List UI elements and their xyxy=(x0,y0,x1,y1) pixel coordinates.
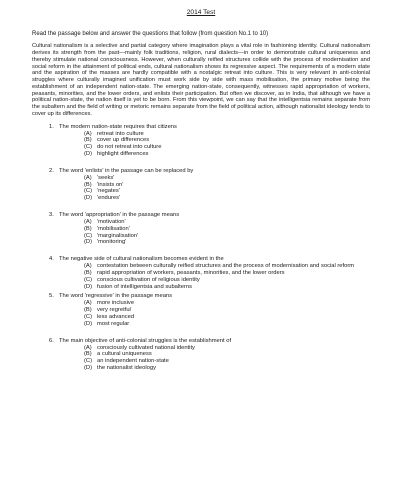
answer-option xyxy=(84,137,370,144)
option-letter: (A) xyxy=(84,300,92,307)
question-header xyxy=(32,293,370,300)
answer-option xyxy=(84,239,370,246)
answer-option xyxy=(84,358,370,365)
question-item xyxy=(32,212,370,246)
option-letter: (B) xyxy=(84,137,92,144)
question-number: 4. xyxy=(49,256,54,263)
option-letter: (D) xyxy=(84,320,93,327)
answer-option xyxy=(84,284,370,291)
question-stem: The main objective of anti-colonial struggles is the establishment of xyxy=(59,337,232,344)
question-header xyxy=(32,212,370,219)
option-text: conscious cultivation of religious identity xyxy=(97,276,200,283)
option-text: an independent nation-state xyxy=(97,358,169,365)
answer-option xyxy=(84,219,370,226)
option-text: 'marginalisation' xyxy=(97,232,139,239)
answer-option xyxy=(84,151,370,158)
option-text: contestation between culturally reified structures and the process of modernisation and social reform xyxy=(97,263,355,270)
answer-option xyxy=(84,270,370,277)
answer-option xyxy=(84,182,370,189)
answer-option xyxy=(84,321,370,328)
instruction-text: Read the passage below and answer the questions that follow (from question No.1 to 10) xyxy=(32,31,269,37)
question-stem: The word 'regressive' in the passage means xyxy=(59,293,173,300)
option-list xyxy=(32,131,370,158)
answer-option xyxy=(84,175,370,182)
question-header xyxy=(32,168,370,175)
option-letter: (C) xyxy=(84,188,93,195)
answer-option xyxy=(84,263,370,270)
question-number: 5. xyxy=(49,293,54,300)
option-text: rapid appropriation of workers, peasants, minorities, and the lower orders xyxy=(97,270,285,277)
option-letter: (B) xyxy=(84,270,92,277)
option-text: 'motivation' xyxy=(97,219,126,226)
option-letter: (A) xyxy=(84,263,92,270)
option-letter: (A) xyxy=(84,219,92,226)
option-list xyxy=(32,219,370,246)
option-letter: (B) xyxy=(84,351,92,358)
answer-option xyxy=(84,351,370,358)
question-number: 3. xyxy=(49,212,54,219)
question-list xyxy=(32,124,370,372)
question-header xyxy=(32,124,370,131)
option-text: 'negates' xyxy=(97,188,120,195)
question-item xyxy=(32,338,370,372)
option-letter: (A) xyxy=(84,344,92,351)
option-list xyxy=(32,263,370,290)
option-letter: (C) xyxy=(84,232,93,239)
option-text: most regular xyxy=(97,320,130,327)
option-text: do not retreat into culture xyxy=(97,144,162,151)
question-stem: The modern nation-state requires that citizens xyxy=(59,123,177,130)
question-stem: The word 'appropriation' in the passage means xyxy=(59,212,180,219)
question-number: 6. xyxy=(49,337,54,344)
option-letter: (D) xyxy=(84,283,93,290)
answer-option xyxy=(84,195,370,202)
option-text: cover up differences xyxy=(97,137,150,144)
question-item xyxy=(32,168,370,202)
question-number: 1. xyxy=(49,123,54,130)
option-text: more inclusive xyxy=(97,300,135,307)
question-header xyxy=(32,256,370,263)
option-letter: (C) xyxy=(84,144,93,151)
option-text: fusion of intelligentsia and subalterns xyxy=(97,283,193,290)
option-text: very regretful xyxy=(97,307,131,314)
answer-option xyxy=(84,365,370,372)
question-number: 2. xyxy=(49,167,54,174)
option-text: 'insists on' xyxy=(97,181,124,188)
option-list xyxy=(32,345,370,372)
question-item xyxy=(32,124,370,158)
option-letter: (C) xyxy=(84,276,93,283)
answer-option xyxy=(84,345,370,352)
option-list xyxy=(32,175,370,202)
page-title: 2014 Test xyxy=(186,9,216,16)
option-text: 'endures' xyxy=(97,195,121,202)
option-text: retreat into culture xyxy=(97,130,144,137)
option-letter: (A) xyxy=(84,174,92,181)
answer-option xyxy=(84,131,370,138)
answer-option xyxy=(84,277,370,284)
answer-option xyxy=(84,188,370,195)
question-stem: The negative side of cultural nationalism becomes evident in the xyxy=(59,256,224,263)
option-text: highlight differences xyxy=(97,151,149,158)
question-item xyxy=(32,256,370,290)
question-item xyxy=(32,293,370,327)
option-text: the nationalist ideology xyxy=(97,364,156,371)
option-letter: (C) xyxy=(84,358,93,365)
option-letter: (B) xyxy=(84,181,92,188)
option-text: less advanced xyxy=(97,314,135,320)
question-stem: The word 'enlists' in the passage can be replaced by xyxy=(59,167,194,174)
answer-option xyxy=(84,300,370,307)
answer-option xyxy=(84,144,370,151)
option-list xyxy=(32,300,370,327)
option-letter: (D) xyxy=(84,195,93,202)
option-letter: (C) xyxy=(84,314,93,320)
option-letter: (B) xyxy=(84,225,92,232)
option-letter: (D) xyxy=(84,239,93,246)
answer-option xyxy=(84,307,370,314)
question-header xyxy=(32,338,370,345)
answer-option xyxy=(84,233,370,240)
option-letter: (D) xyxy=(84,151,93,158)
option-text: consciously cultivated national identity xyxy=(97,344,195,351)
option-text: 'monitoring' xyxy=(97,239,127,246)
option-text: a cultural uniqueness xyxy=(97,351,152,358)
option-letter: (B) xyxy=(84,307,92,314)
option-letter: (A) xyxy=(84,130,92,137)
answer-option xyxy=(84,314,370,321)
option-text: 'mobilisation' xyxy=(97,225,130,232)
answer-option xyxy=(84,226,370,233)
passage-text: Cultural nationalism is a selective and partial category where imagination plays a vital role in fashioning identity. Cultural nationalism derives its strength from the past—mainly folk traditions, religion, rural dialects—in order to demonstrate cultural uniqueness and thereby stimulate national consciousness. However, when culturally reified structures collide with the process of modernisation and social reform in the attainment of political ends, cultural nationalism shows its regressive aspect. The requirements of a modern state and the aspiration of the masses are hardly compatible with a nostalgic retreat into culture. This is very relevant in anti-colonial struggles where culturally imagined unification must work side by side with mass mobilisation, the primary motive being the establishment of an independent nation-state. The emerging nation-state, consequently, witnesses rapid appropriation of workers, peasants, minorities, and the lower orders, and enlists their participation. But often we discover, as in India, that although we have a political nation-state, the nation itself is yet to be born. From this viewpoint, we can say that the intelligentsia remains separate from the subaltern and the field of writing or metoric remains separate from the field of political action, although nationalist ideology tends to cover up its differences. xyxy=(32,43,370,117)
option-text: 'seeks' xyxy=(97,174,115,181)
option-letter: (D) xyxy=(84,364,93,371)
